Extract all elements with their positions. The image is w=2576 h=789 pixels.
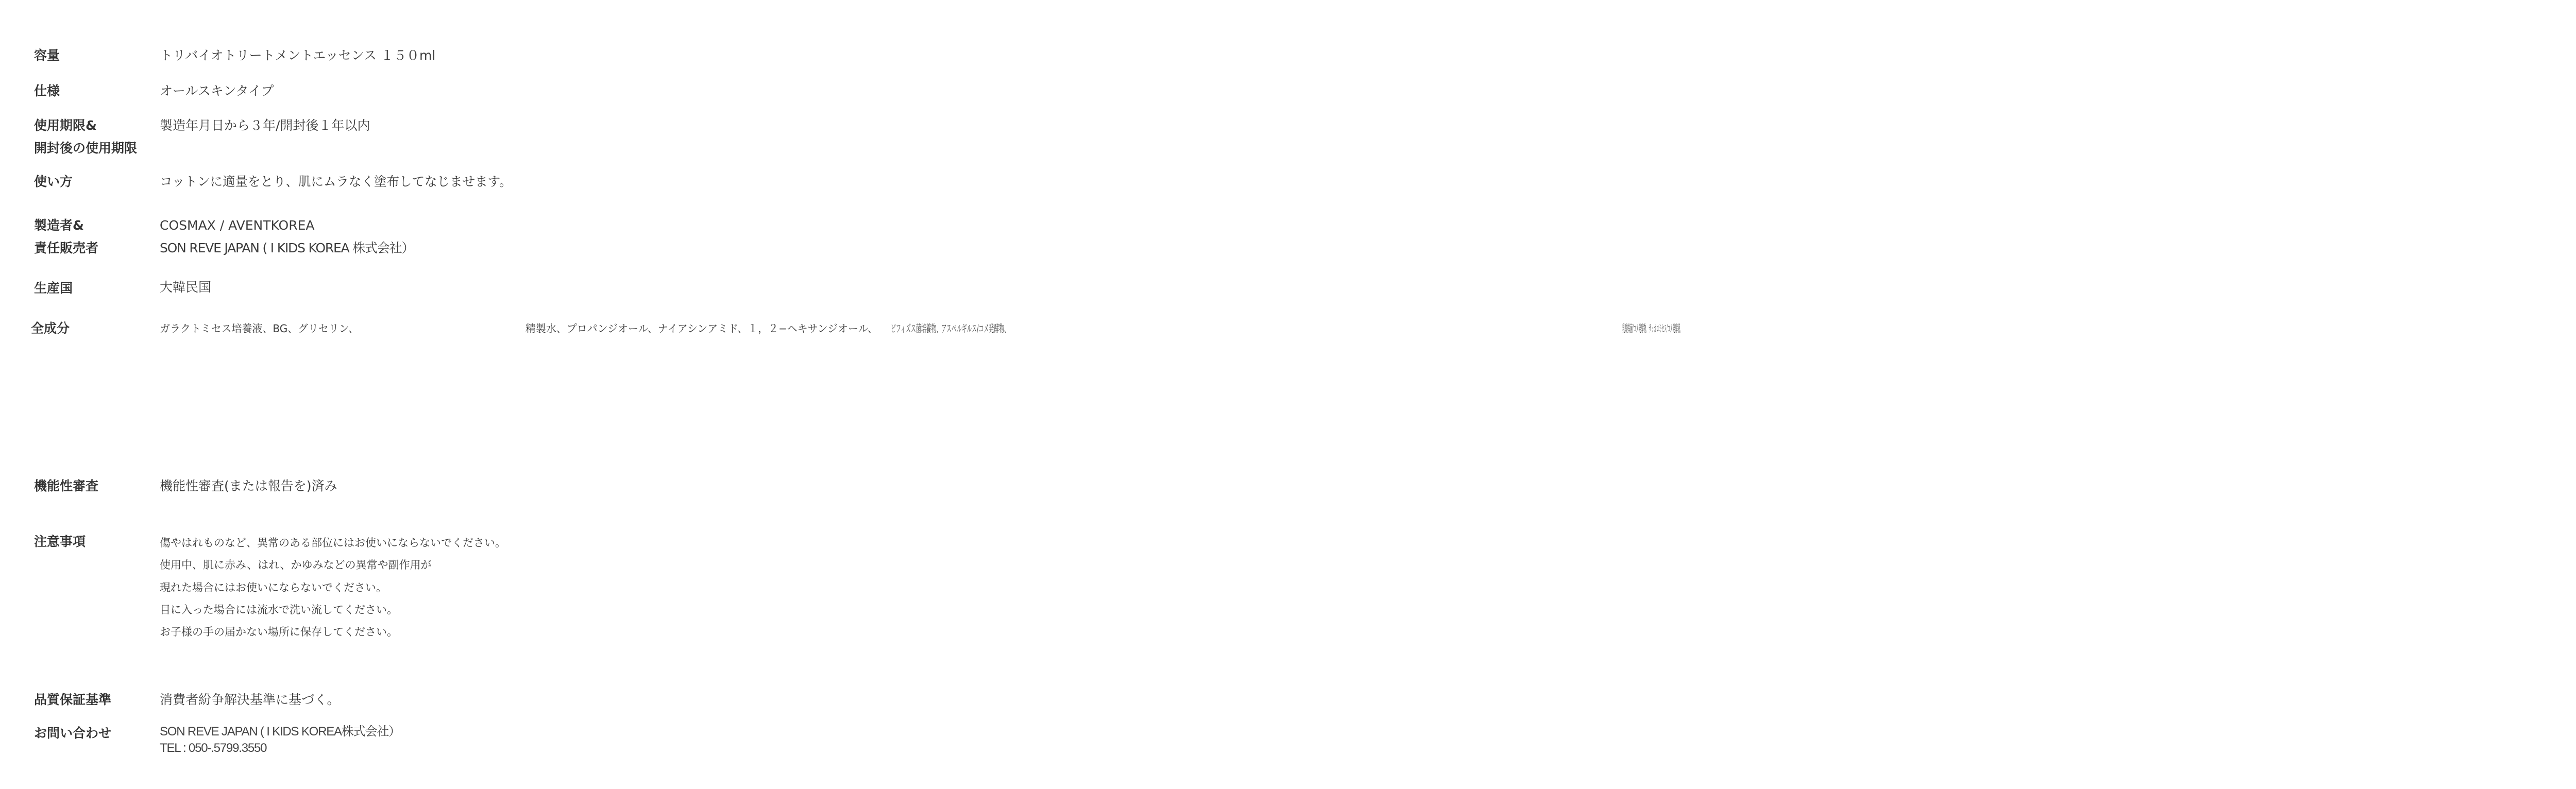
label-capacity: 容量 [34,48,60,63]
ingredient-line: 精製水、プロパンジオール、ナイアシンアミド、１，２−ヘキサンジオール、 [525,322,878,335]
ingredient-line: ビフィズス菌培養物、アスペルギルス/コメ発酵物、 [891,322,1010,335]
value-ingredients [160,318,2576,340]
contact-phone: TEL : 050-.5799.3550 [160,741,267,755]
label-expiry: 使用期限& 開封後の使用期限 [34,118,138,156]
label-contact: お問い合わせ [34,726,112,741]
label-usage: 使い方 [34,174,73,189]
value-contact [160,724,400,757]
label-functionality-review: 機能性審査 [34,478,99,493]
value-expiry: 製造年月日から３年/開封後１年以内 [160,118,370,133]
value-precautions [160,532,506,643]
label-quality-standard: 品質保証基準 [34,692,112,707]
value-functionality-review: 機能性審査(または報告を)済み [160,478,337,493]
precaution-line: 目に入った場合には流水で洗い流してください。 [160,603,398,616]
contact-company: SON REVE JAPAN ( I KIDS KOREA株式会社） [160,725,400,739]
value-spec: オールスキンタイプ [160,83,274,98]
precaution-line: 使用中、肌に赤み、はれ、かゆみなどの異常や副作用が [160,559,432,572]
label-precautions: 注意事項 [34,534,86,549]
precaution-line: お子様の手の届かない場所に保存してください。 [160,626,398,639]
label-ingredients: 全成分 [31,321,70,336]
value-origin: 大韓民国 [160,280,212,295]
ingredient-line: 乳酸桿菌/コメ発酵物、サッカロミセス/コメ発酵液、 [1622,322,1683,335]
precaution-line: 現れた場合にはお使いにならないでください。 [160,581,387,594]
label-spec: 仕様 [34,83,60,98]
value-capacity: トリバイオトリートメントエッセンス １５０ml [160,48,436,63]
precaution-line: 傷やはれものなど、異常のある部位にはお使いにならないでください。 [160,537,506,549]
label-origin: 生産国 [34,281,73,296]
value-usage: コットンに適量をとり、肌にムラなく塗布してなじませます。 [160,174,512,189]
ingredient-line: ガラクトミセス培養液、BG、グリセリン、 [160,322,359,335]
value-quality-standard: 消費者紛争解決基準に基づく。 [160,692,340,707]
value-manufacturer: COSMAX / AVENTKOREA SON REVE JAPAN ( I KIDS KOREA 株式会社） [160,214,414,260]
value-distributor: SON REVE JAPAN ( I KIDS KOREA 株式会社） [160,241,414,255]
label-manufacturer: 製造者& 責任販売者 [34,218,99,255]
